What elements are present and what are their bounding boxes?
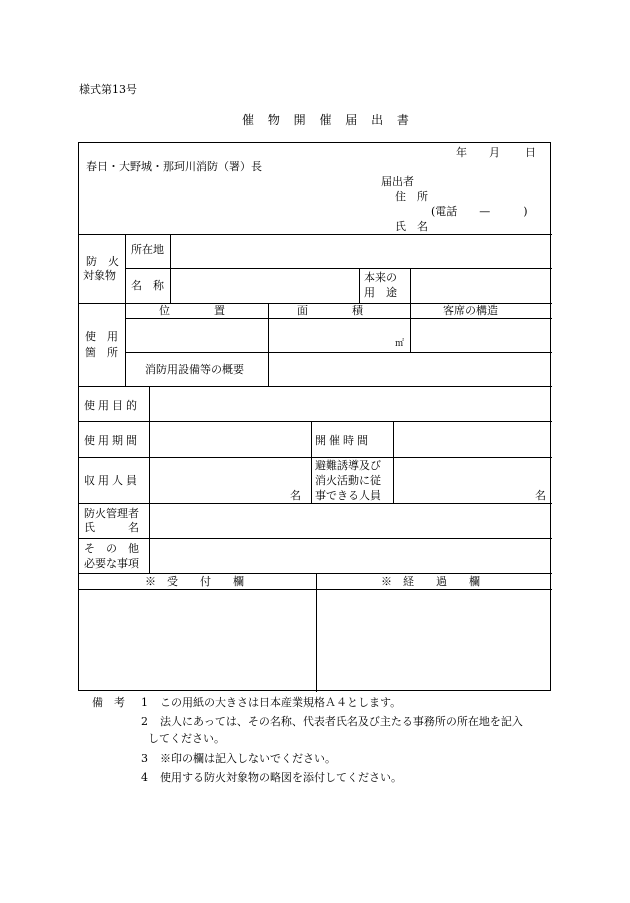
event-time-input[interactable] xyxy=(394,422,551,456)
area-input[interactable] xyxy=(269,319,409,351)
use-place-label-2: 箇 所 xyxy=(85,346,118,359)
use-place-label: 使 用 xyxy=(85,330,118,343)
divider xyxy=(359,268,360,303)
target-name-input[interactable] xyxy=(171,269,358,302)
fire-manager-label-2: 氏 名 xyxy=(84,521,139,534)
fire-target-label: 防 火 xyxy=(86,255,119,268)
other-label-2: 必要な事項 xyxy=(84,557,139,570)
sqm-unit: ㎡ xyxy=(395,339,405,349)
addressee: 春日・大野城・那珂川消防（署）長 xyxy=(86,160,262,173)
fire-target-label-2: 対象物 xyxy=(83,269,116,282)
progress-area[interactable] xyxy=(317,590,551,690)
seating-input[interactable] xyxy=(411,319,551,351)
reception-header: ※ 受 付 欄 xyxy=(145,575,244,588)
capacity-input[interactable] xyxy=(150,458,310,502)
fire-equipment-label: 消防用設備等の概要 xyxy=(145,363,244,376)
position-input[interactable] xyxy=(126,319,267,351)
date-year-label: 年 xyxy=(456,146,467,159)
evacuation-input[interactable] xyxy=(394,458,551,502)
area-header: 面 積 xyxy=(297,304,363,317)
evacuation-label-2: 消火活動に従 xyxy=(315,474,381,487)
purpose-input[interactable] xyxy=(150,387,551,420)
original-use-label-2: 用 途 xyxy=(364,286,397,299)
seating-header: 客席の構造 xyxy=(443,304,498,317)
fire-manager-label: 防火管理者 xyxy=(84,507,139,520)
note-text: この用紙の大きさは日本産業規格Ａ４とします。 xyxy=(160,696,402,709)
event-time-label: 開催時間 xyxy=(315,434,371,447)
reception-area[interactable] xyxy=(80,590,315,690)
progress-header: ※ 経 過 欄 xyxy=(381,575,480,588)
address-label: 住 所 xyxy=(395,190,428,203)
note-number: 2 xyxy=(141,715,148,728)
note-number: 4 xyxy=(141,771,148,784)
period-input[interactable] xyxy=(150,422,310,456)
notification-form xyxy=(78,142,551,691)
evacuation-label: 避難誘導及び xyxy=(315,459,381,472)
form-number: 様式第13号 xyxy=(79,83,137,96)
fire-equipment-input[interactable] xyxy=(269,353,551,385)
location-label: 所在地 xyxy=(131,243,164,256)
divider xyxy=(125,234,126,386)
note-text-continued: してください。 xyxy=(148,732,225,745)
capacity-label: 収用人員 xyxy=(84,474,140,487)
capacity-unit: 名 xyxy=(290,489,301,502)
fire-manager-input[interactable] xyxy=(150,504,551,537)
location-input[interactable] xyxy=(171,235,551,267)
page-title: 催 物 開 催 届 出 書 xyxy=(242,113,414,127)
period-label: 使用期間 xyxy=(84,434,140,447)
evacuation-unit: 名 xyxy=(535,489,546,502)
divider xyxy=(311,421,312,503)
name-label: 氏 名 xyxy=(395,220,428,233)
evacuation-label-3: 事できる人員 xyxy=(315,489,381,502)
other-input[interactable] xyxy=(150,539,551,572)
notifier-label: 届出者 xyxy=(381,175,414,188)
other-label: そ の 他 xyxy=(84,542,139,555)
date-month-label: 月 xyxy=(489,146,500,159)
note-text: 使用する防火対象物の略図を添付してください。 xyxy=(160,771,402,784)
note-number: 1 xyxy=(141,696,148,709)
target-name-label: 名 称 xyxy=(131,279,164,292)
notes-label: 備 考 xyxy=(92,696,125,709)
note-text: 法人にあっては、その名称、代表者氏名及び主たる事務所の所在地を記入 xyxy=(160,715,523,728)
purpose-label: 使用目的 xyxy=(84,399,140,412)
phone-label: (電話 — ) xyxy=(431,205,528,218)
original-use-input[interactable] xyxy=(411,269,551,302)
note-text: ※印の欄は記入しないでください。 xyxy=(160,752,336,765)
position-header: 位 置 xyxy=(159,304,225,317)
original-use-label: 本来の xyxy=(364,271,397,284)
note-number: 3 xyxy=(141,752,148,765)
date-day-label: 日 xyxy=(525,146,536,159)
